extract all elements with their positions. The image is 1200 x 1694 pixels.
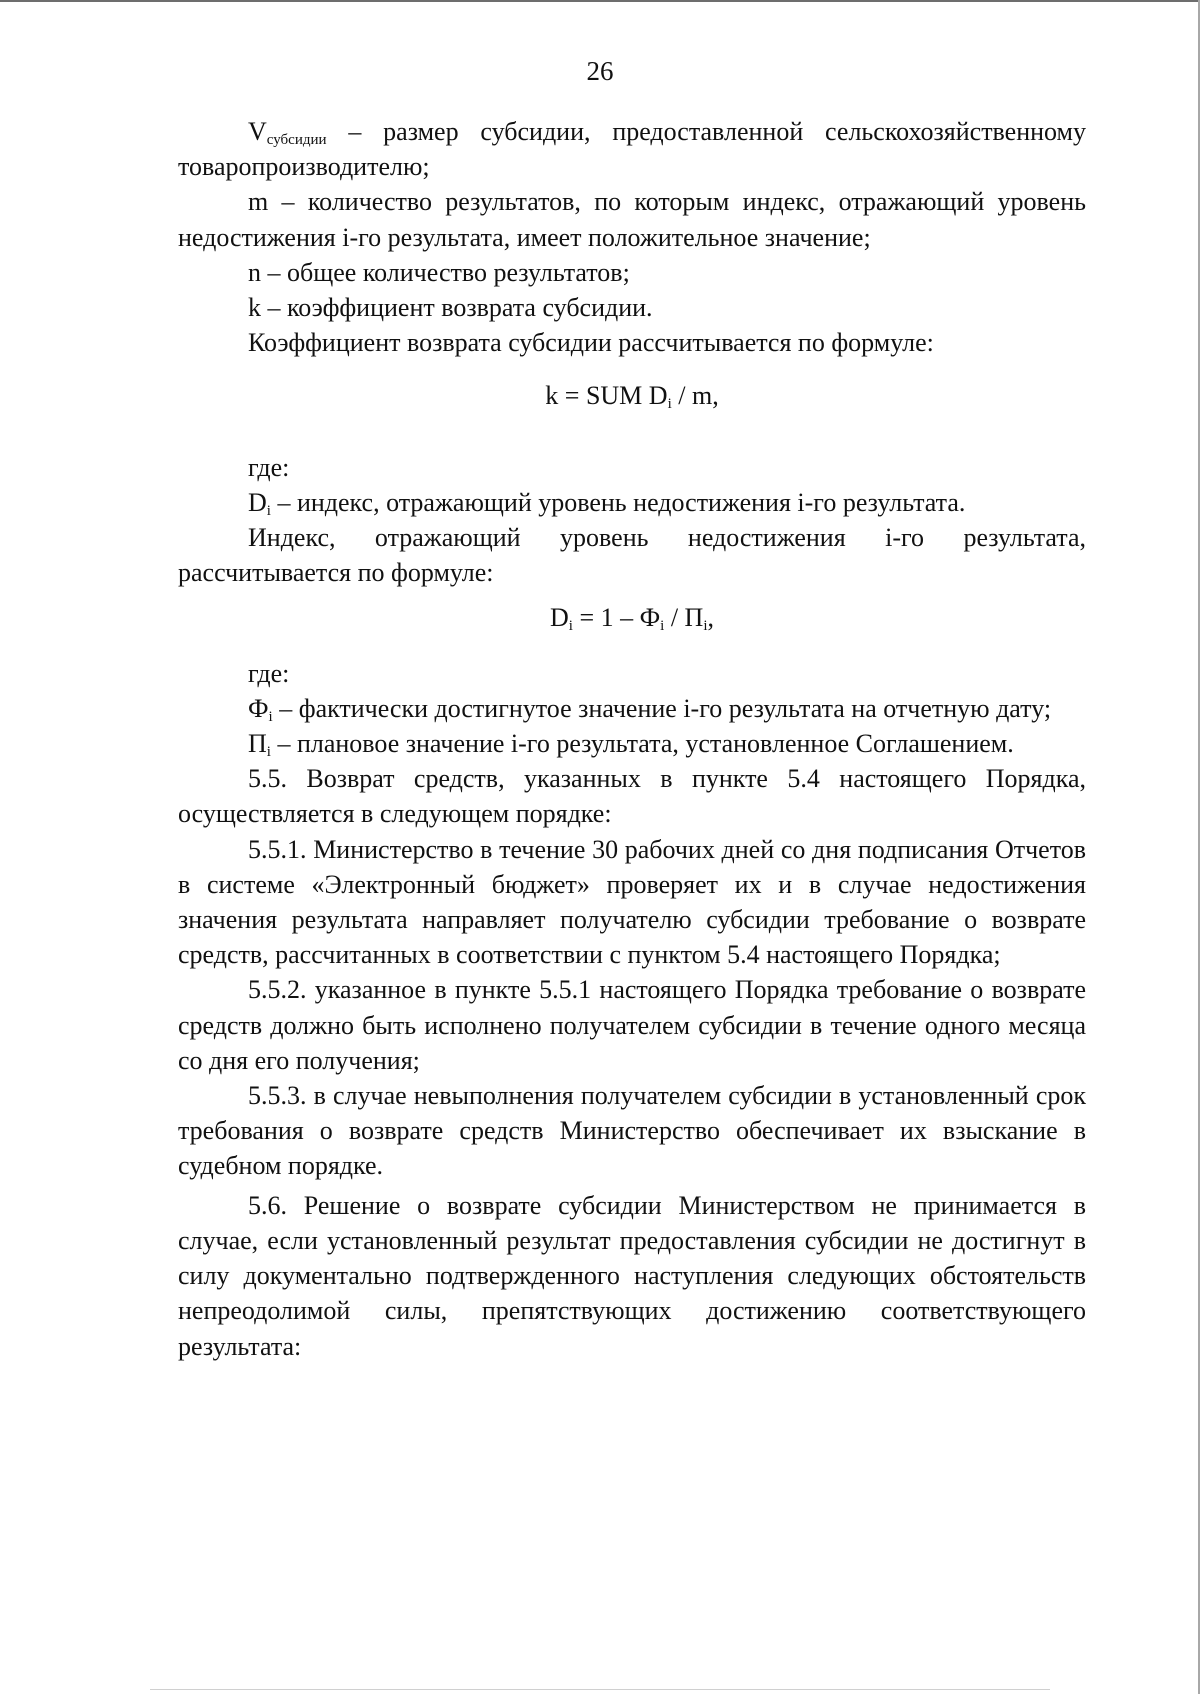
formula-k-left: k = SUM D (545, 381, 668, 411)
paragraph-m-definition: m – количество результатов, по которым индекс, отражающий уровень недостижения i-го результата, имеет положительное значение; (178, 187, 1086, 252)
symbol-d: D (248, 487, 267, 517)
formula-di-a-sub: i (568, 618, 573, 635)
paragraph-5-5-2: 5.5.2. указанное в пункте 5.5.1 настоящего Порядка требование о возврате средств должно быть исполнено получателем субсидии в течение одного месяца со дня его получения; (178, 975, 1086, 1075)
symbol-p: П (248, 729, 267, 759)
paragraph-5-5-3: 5.5.3. в случае невыполнения получателем субсидии в установленный срок требования о возврате средств Министерство обеспечивает их взыскание в судебном порядке. (178, 1081, 1086, 1181)
scan-edge-top (0, 0, 1200, 2)
paragraph-5-5-1: 5.5.1. Министерство в течение 30 рабочих дней со дня подписания Отчетов в системе «Электронный бюджет» проверяет их и в случае недостижения значения результата направляет получателю субсидии требование о возврате средств, рассчитанных в соответствии с пунктом 5.4 настоящего Порядка; (178, 834, 1086, 970)
formula-k-right: / m, (671, 381, 719, 411)
paragraph-text: – размер субсидии, предоставленной сельскохозяйственному товаропроизводителю; (178, 117, 1086, 182)
formula-k-subscript: i (667, 396, 672, 413)
paragraph-where-1: где: (248, 452, 290, 482)
paragraph-5-5: 5.5. Возврат средств, указанных в пункте 5.4 настоящего Порядка, осуществляется в следующем порядке: (178, 764, 1086, 829)
paragraph-pi-definition (178, 726, 1086, 761)
formula-di-c: / П (664, 603, 704, 633)
formula-di (178, 600, 1086, 635)
symbol-f: Ф (248, 693, 269, 723)
formula-di-b: = 1 – Ф (572, 603, 661, 633)
formula-di-c-sub: i (703, 618, 708, 635)
document-body (178, 114, 1086, 1364)
paragraph-fi-definition (178, 691, 1086, 726)
symbol-v: V (248, 117, 267, 146)
paragraph-coefficient-intro: Коэффициент возврата субсидии рассчитывается по формуле: (248, 328, 934, 358)
paragraph-text: – плановое значение i-го результата, установленное Соглашением. (270, 729, 1014, 759)
paragraph-text: – индекс, отражающий уровень недостижения i-го результата. (270, 487, 966, 517)
formula-k (178, 378, 1086, 413)
subscript-i: i (268, 708, 273, 725)
subscript-i: i (266, 744, 271, 761)
paragraph-index-intro: Индекс, отражающий уровень недостижения i-го результата, рассчитывается по формуле: (178, 523, 1086, 588)
paragraph-n-definition: n – общее количество результатов; (248, 257, 630, 287)
paragraph-where-2: где: (248, 658, 290, 688)
formula-di-d: , (707, 603, 714, 633)
paragraph-v-subsidy (178, 114, 1086, 184)
paragraph-text: – фактически достигнутое значение i-го результата на отчетную дату; (272, 693, 1052, 723)
formula-di-b-sub: i (660, 618, 665, 635)
subscript-subsidy: субсидии (266, 132, 327, 148)
paragraph-5-6: 5.6. Решение о возврате субсидии Министерством не принимается в случае, если установленный результат предоставления субсидии не достигнут в силу документально подтвержденного наступления следующих обстоятельств непреодолимой силы, препятствующих достижению соответствующего результата: (178, 1190, 1086, 1361)
subscript-i: i (266, 502, 271, 519)
scan-edge-bottom (150, 1689, 1050, 1690)
page-number: 26 (586, 56, 614, 86)
paragraph-di-definition (178, 485, 1086, 520)
paragraph-k-definition: k – коэффициент возврата субсидии. (248, 293, 653, 323)
formula-di-a: D (549, 603, 569, 633)
